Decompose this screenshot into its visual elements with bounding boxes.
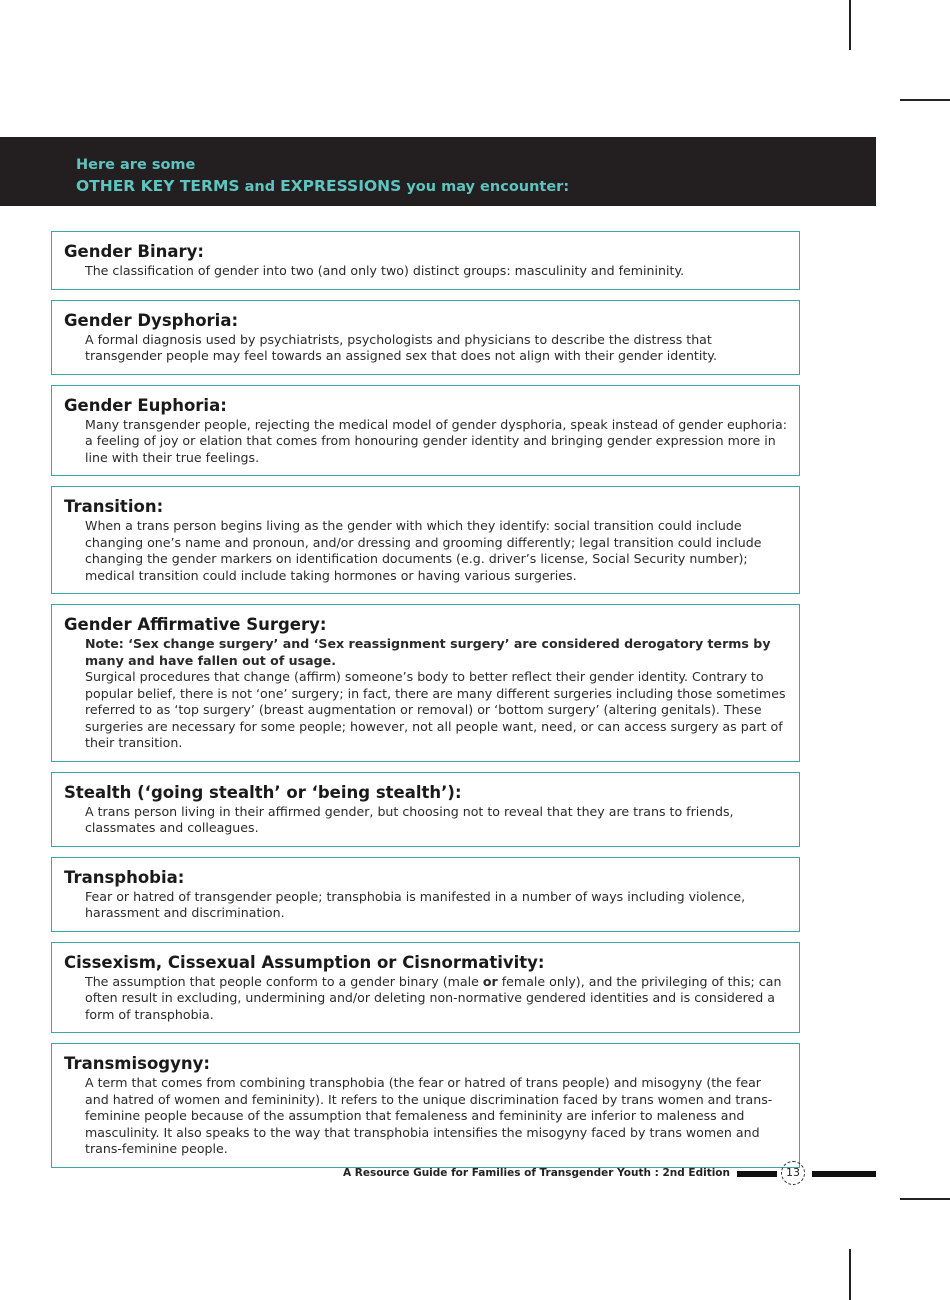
term-title: Gender Binary: — [64, 242, 204, 261]
header-title: OTHER KEY TERMS and EXPRESSIONS you may encounter: — [76, 177, 570, 195]
term-definition: When a trans person begins living as the gender with which they identify: social transition could include changing one’s name and pronoun, and/or dressing and grooming differently; legal transition could include changing the gender markers on identification documents (e.g. driver’s license, Social Security number); medical transition could include taking hormones or having various surgeries. — [85, 518, 762, 583]
term-title: Gender Affirmative Surgery: — [64, 615, 327, 634]
terms-list — [51, 231, 800, 1178]
crop-mark — [900, 1198, 950, 1200]
term-title: Stealth (‘going stealth’ or ‘being stealth’): — [64, 782, 462, 802]
crop-mark — [900, 99, 950, 101]
term-title: Gender Euphoria: — [64, 395, 227, 415]
term-definition: The classification of gender into two (and only two) distinct groups: masculinity and femininity. — [85, 263, 685, 278]
term-gender-dysphoria — [51, 300, 800, 375]
term-definition: Fear or hatred of transgender people; transphobia is manifested in a number of ways including violence, harassment and discrimination. — [85, 888, 746, 920]
footer-title: A Resource Guide for Families of Transgender Youth : 2nd Edition — [342, 1167, 730, 1179]
term-gender-binary — [51, 231, 800, 290]
term-definition: The assumption that people conform to a gender binary (male or female only), and the privileging of this; can often result in excluding, undermining and/or deleting non-normative gendered identities and is considered a form of transphobia. — [85, 973, 782, 1022]
footer-rule-right — [812, 1171, 876, 1177]
page-footer — [0, 1160, 950, 1188]
term-stealth — [51, 772, 800, 847]
page-number: 13 — [781, 1161, 805, 1185]
term-definition: Many transgender people, rejecting the medical model of gender dysphoria, speak instead of gender euphoria: a feeling of joy or elation that comes from honouring gender identity and bringing gender expression more in line with their true feelings. — [85, 416, 787, 465]
section-header — [0, 137, 876, 206]
term-title: Cissexism, Cissexual Assumption or Cisnormativity: — [64, 952, 545, 972]
term-note: Note: ‘Sex change surgery’ and ‘Sex reassignment surgery’ are considered derogatory terms by many and have fallen out of usage. — [85, 636, 771, 668]
term-title: Transition: — [64, 497, 164, 516]
term-transition — [51, 486, 800, 594]
footer-rule-left — [737, 1171, 777, 1177]
term-transphobia — [51, 857, 800, 932]
term-gender-affirmative-surgery — [51, 604, 800, 762]
term-definition: A formal diagnosis used by psychiatrists, psychologists and physicians to describe the distress that transgender people may feel towards an assigned sex that does not align with their gender identity. — [85, 331, 717, 363]
term-title: Transphobia: — [64, 867, 185, 887]
term-cissexism — [51, 942, 800, 1034]
term-title: Transmisogyny: — [64, 1054, 210, 1073]
term-title: Gender Dysphoria: — [64, 310, 239, 330]
crop-mark — [849, 1249, 851, 1300]
term-definition: A term that comes from combining transphobia (the fear or hatred of trans people) and misogyny (the fear and hatred of women and femininity). It refers to the unique discrimination faced by trans women and trans-feminine people because of the assumption that femaleness and femininity are inferior to maleness and masculinity. It also speaks to the way that transphobia intensifies the misogyny faced by trans women and trans-feminine people. — [85, 1075, 773, 1156]
term-transmisogyny — [51, 1043, 800, 1168]
header-intro: Here are some — [76, 157, 196, 173]
term-gender-euphoria — [51, 385, 800, 477]
crop-mark — [849, 0, 851, 50]
term-definition: Surgical procedures that change (affirm) someone’s body to better reflect their gender identity. Contrary to popular belief, there is not ‘one’ surgery; in fact, there are many different surgeries including those sometimes referred to as ‘top surgery’ (breast augmentation or removal) or ‘bottom surgery’ (altering genitals). These surgeries are necessary for some people; however, not all people want, need, or can access surgery as part of their transition. — [85, 669, 786, 750]
term-definition: A trans person living in their affirmed gender, but choosing not to reveal that they are trans to friends, classmates and colleagues. — [85, 803, 734, 835]
